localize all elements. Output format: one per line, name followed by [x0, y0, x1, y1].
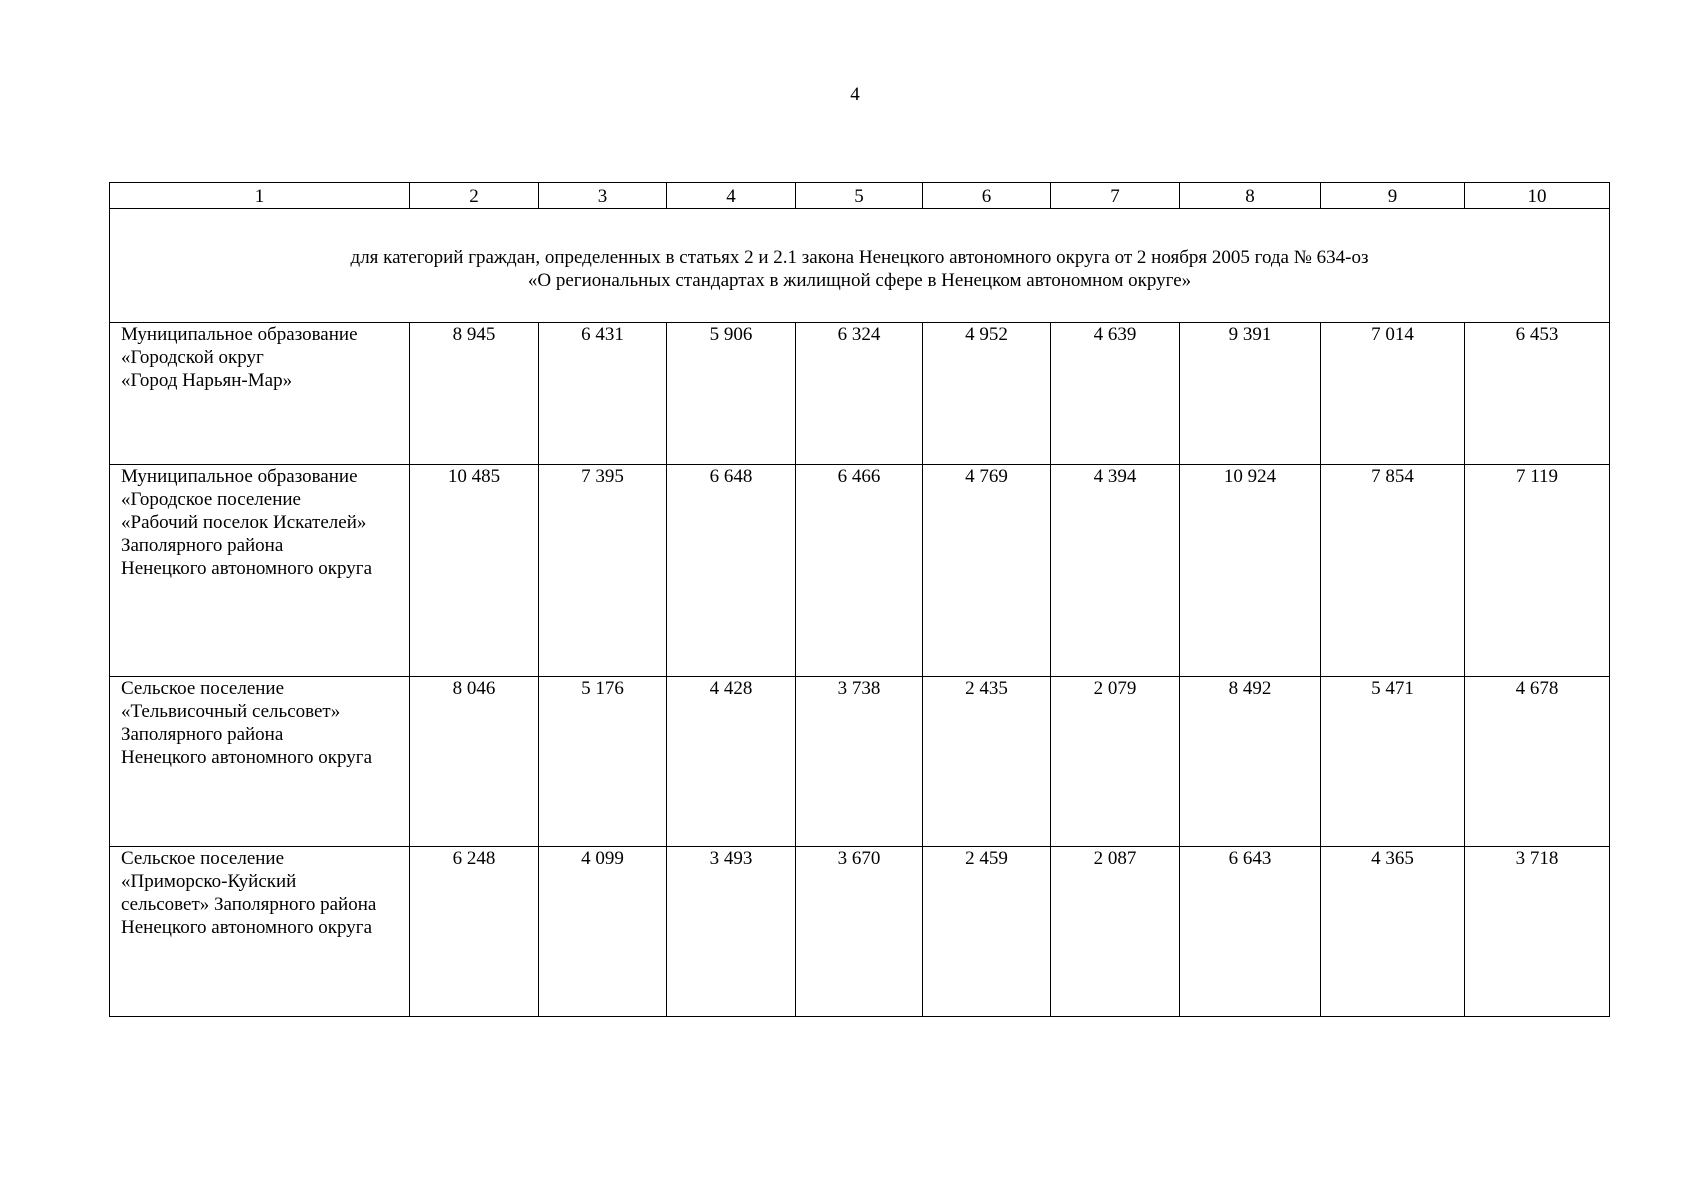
column-header: 4: [667, 183, 796, 209]
name-line: Заполярного района: [121, 724, 284, 745]
value-cell: 4 769: [923, 465, 1051, 677]
value-cell: 2 087: [1051, 847, 1180, 1017]
column-header: 5: [796, 183, 923, 209]
name-line: Сельское поселение: [121, 848, 285, 869]
name-line: Муниципальное образование: [121, 324, 358, 345]
value-cell: 8 492: [1180, 677, 1321, 847]
name-line: Ненецкого автономного округа: [121, 558, 373, 579]
name-line: «Рабочий поселок Искателей»: [121, 512, 367, 533]
column-header: 3: [539, 183, 667, 209]
value-cell: 4 099: [539, 847, 667, 1017]
value-cell: 2 459: [923, 847, 1051, 1017]
name-line: «Приморско-Куйский: [121, 871, 297, 892]
value-cell: 6 466: [796, 465, 923, 677]
value-cell: 2 435: [923, 677, 1051, 847]
value-cell: 4 394: [1051, 465, 1180, 677]
municipality-name-cell: [110, 847, 410, 1017]
value-cell: 3 670: [796, 847, 923, 1017]
value-cell: 8 046: [410, 677, 539, 847]
column-header: 6: [923, 183, 1051, 209]
column-header: 7: [1051, 183, 1180, 209]
table-row: [110, 323, 1610, 465]
column-header: 9: [1321, 183, 1465, 209]
value-cell: 10 924: [1180, 465, 1321, 677]
name-line: Ненецкого автономного округа: [121, 917, 373, 938]
value-cell: 6 248: [410, 847, 539, 1017]
municipality-name-cell: [110, 465, 410, 677]
value-cell: 6 431: [539, 323, 667, 465]
value-cell: 7 395: [539, 465, 667, 677]
value-cell: 5 471: [1321, 677, 1465, 847]
section-heading-line: для категорий граждан, определенных в статьях 2 и 2.1 закона Ненецкого автономного округа от 2 ноября 2005 года № 634-оз: [350, 246, 1369, 268]
table-row: [110, 847, 1610, 1017]
value-cell: 6 324: [796, 323, 923, 465]
value-cell: 2 079: [1051, 677, 1180, 847]
table-row: [110, 465, 1610, 677]
value-cell: 3 493: [667, 847, 796, 1017]
value-cell: 4 365: [1321, 847, 1465, 1017]
column-header: 2: [410, 183, 539, 209]
column-header: 8: [1180, 183, 1321, 209]
name-line: Сельское поселение: [121, 678, 285, 699]
name-line: «Городское поселение: [121, 489, 301, 510]
column-header: 10: [1465, 183, 1610, 209]
table-row: [110, 677, 1610, 847]
value-cell: 3 738: [796, 677, 923, 847]
municipality-name-cell: [110, 323, 410, 465]
value-cell: 6 453: [1465, 323, 1610, 465]
name-line: Муниципальное образование: [121, 466, 358, 487]
section-heading: [110, 209, 1610, 323]
value-cell: 4 428: [667, 677, 796, 847]
value-cell: 5 176: [539, 677, 667, 847]
page-number: 4: [850, 84, 860, 105]
value-cell: 10 485: [410, 465, 539, 677]
value-cell: 4 952: [923, 323, 1051, 465]
value-cell: 5 906: [667, 323, 796, 465]
data-table: [109, 182, 1610, 1017]
value-cell: 6 648: [667, 465, 796, 677]
value-cell: 6 643: [1180, 847, 1321, 1017]
value-cell: 7 014: [1321, 323, 1465, 465]
value-cell: 3 718: [1465, 847, 1610, 1017]
value-cell: 7 119: [1465, 465, 1610, 677]
name-line: Заполярного района: [121, 535, 284, 556]
value-cell: 4 639: [1051, 323, 1180, 465]
name-line: Ненецкого автономного округа: [121, 747, 373, 768]
name-line: «Городской округ: [121, 347, 264, 368]
section-heading-row: [110, 209, 1610, 323]
column-number-row: [110, 183, 1610, 209]
value-cell: 4 678: [1465, 677, 1610, 847]
municipality-name-cell: [110, 677, 410, 847]
section-heading-line: «О региональных стандартах в жилищной сфере в Ненецком автономном округе»: [527, 269, 1192, 291]
name-line: «Город Нарьян-Мар»: [121, 370, 293, 391]
value-cell: 8 945: [410, 323, 539, 465]
column-header: 1: [110, 183, 410, 209]
value-cell: 9 391: [1180, 323, 1321, 465]
name-line: «Тельвисочный сельсовет»: [121, 701, 341, 722]
value-cell: 7 854: [1321, 465, 1465, 677]
name-line: сельсовет» Заполярного района: [121, 894, 377, 915]
